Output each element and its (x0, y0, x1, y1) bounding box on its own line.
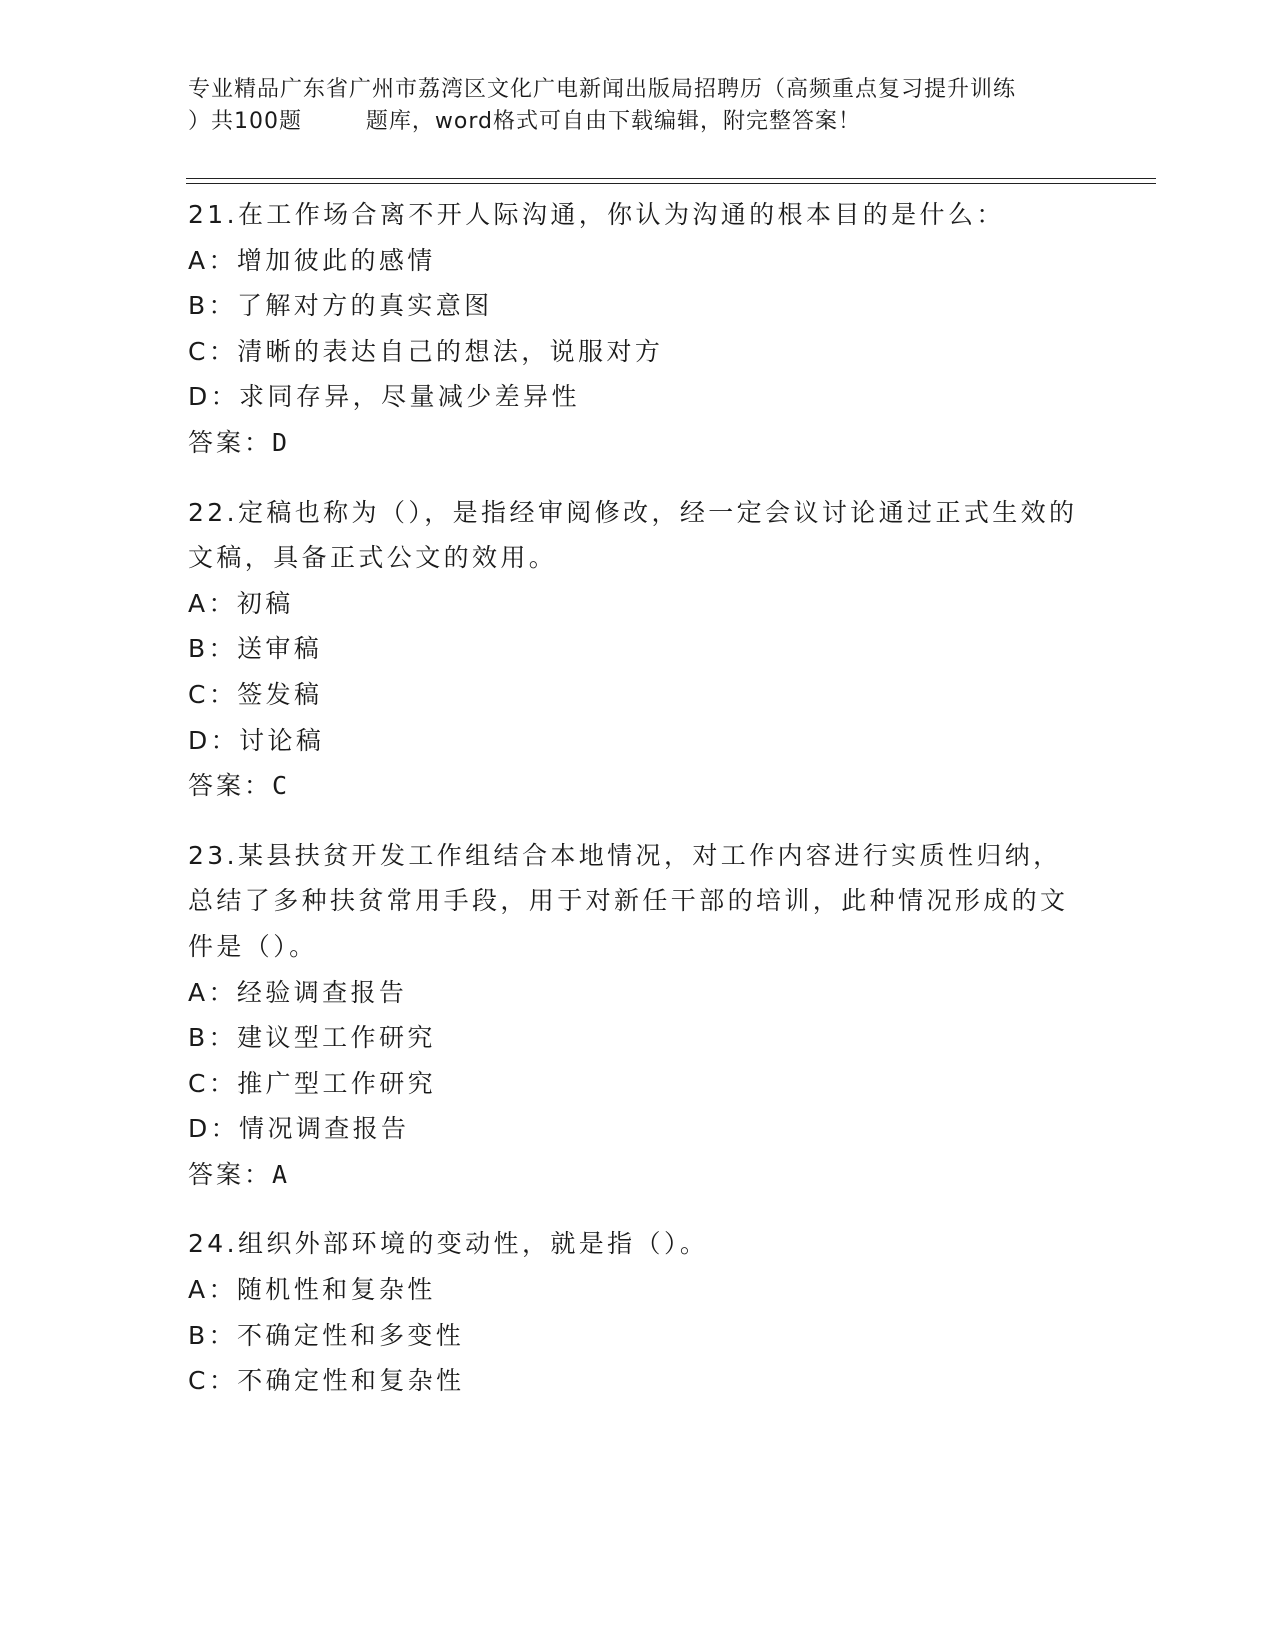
header-title-line-2: ）共100题 题库，word格式可自由下载编辑，附完整答案！ (188, 109, 862, 134)
answer-value: A (272, 1159, 289, 1189)
answer-value: C (272, 771, 289, 801)
question-text: 21.在工作场合离不开人际沟通，你认为沟通的根本目的是什么： (188, 200, 1005, 229)
option-d: D：情况调查报告 (188, 1114, 410, 1144)
question-text: 22.定稿也称为（），是指经审阅修改，经一定会议讨论通过正式生效的文稿，具备正式公文的效用。 (188, 497, 1078, 573)
header-divider-bottom (186, 183, 1156, 184)
answer-line (188, 420, 1088, 466)
header-divider-top (186, 178, 1156, 179)
answer-line (188, 763, 1088, 809)
answer-label: 答案： (188, 1159, 273, 1189)
question-item-23 (188, 833, 1088, 1198)
option-b: B：建议型工作研究 (188, 1023, 436, 1053)
document-header (188, 74, 1088, 138)
question-list (188, 192, 1088, 1428)
option-c: C：签发稿 (188, 679, 323, 709)
option-a: A：增加彼此的感情 (188, 245, 436, 275)
answer-label: 答案： (188, 427, 273, 457)
option-c: C：推广型工作研究 (188, 1068, 437, 1098)
option-b: B：送审稿 (188, 634, 323, 664)
option-c: C：不确定性和复杂性 (188, 1366, 465, 1396)
option-b: B：了解对方的真实意图 (188, 291, 493, 321)
answer-label: 答案： (188, 771, 273, 801)
option-b: B：不确定性和多变性 (188, 1320, 465, 1350)
question-text: 24.组织外部环境的变动性，就是指（）。 (188, 1229, 709, 1259)
option-a: A：经验调查报告 (188, 977, 408, 1007)
question-item-22 (188, 490, 1088, 809)
option-a: A：初稿 (188, 588, 294, 618)
answer-value: D (272, 427, 289, 457)
header-title-line-1: 专业精品广东省广州市荔湾区文化广电新闻出版局招聘历（高频重点复习提升训练 (188, 77, 1017, 102)
option-d: D：求同存异，尽量减少差异性 (188, 382, 580, 412)
question-text: 23.某县扶贫开发工作组结合本地情况，对工作内容进行实质性归纳，总结了多种扶贫常用手段，用于对新任干部的培训，此种情况形成的文件是（）。 (188, 840, 1069, 961)
option-d: D：讨论稿 (188, 725, 325, 755)
answer-line (188, 1152, 1088, 1198)
option-c: C：清晰的表达自己的想法，说服对方 (188, 336, 664, 366)
option-a: A：随机性和复杂性 (188, 1275, 436, 1305)
question-item-21 (188, 192, 1088, 466)
question-item-24 (188, 1221, 1088, 1403)
